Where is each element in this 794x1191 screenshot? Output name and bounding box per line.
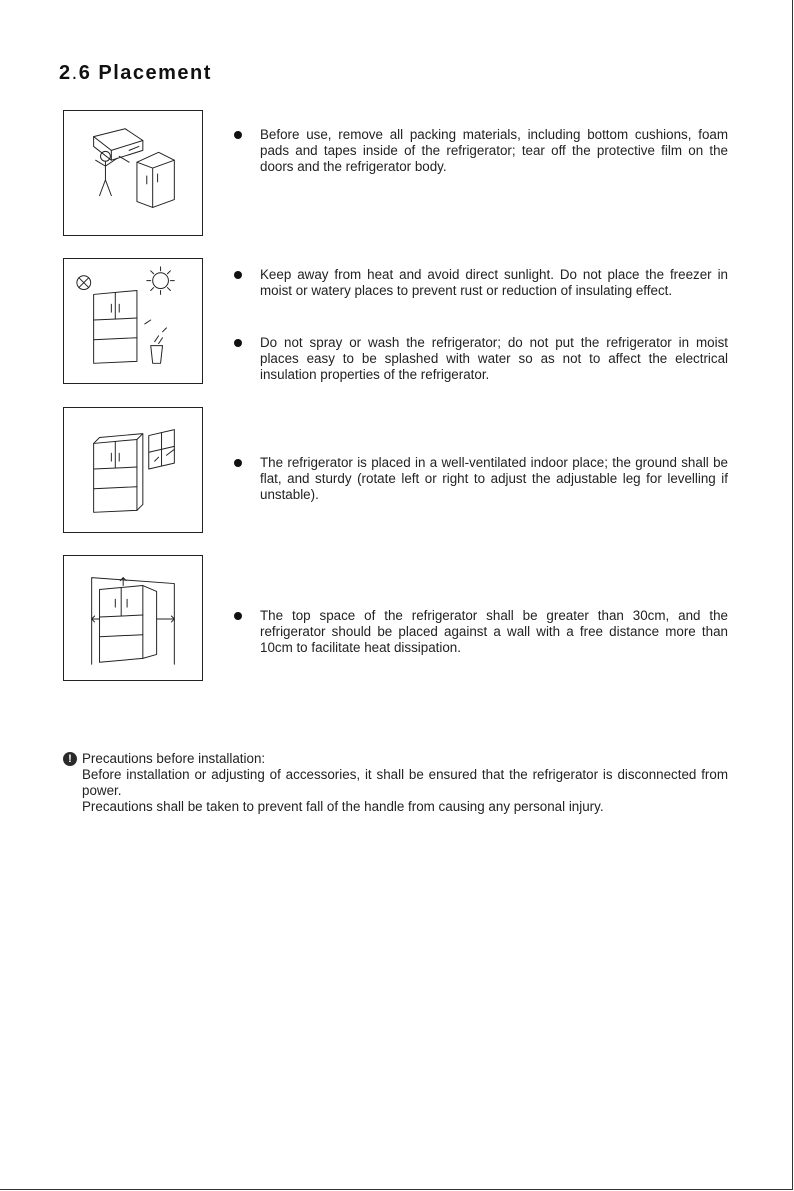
- item-text: The refrigerator is placed in a well-ventilated indoor place; the ground shall be flat, and sturdy (rotate left or right to adjust the adjustable leg for levelling if unstable).: [260, 455, 728, 502]
- list-item: [234, 608, 728, 656]
- item-text: Before use, remove all packing materials, including bottom cushions, foam pads and tapes inside of the refrigerator; tear off the protective film on the doors and the refrigerator body.: [260, 127, 728, 174]
- unpacking-illustration: [63, 110, 203, 236]
- precautions-line: Before installation or adjusting of accessories, it shall be ensured that the refrigerator is disconnected from power.: [82, 767, 728, 798]
- section-subnumber: 6: [78, 62, 92, 84]
- bullet-icon: [234, 459, 242, 467]
- clearance-illustration: [63, 555, 203, 681]
- section-separator: .: [71, 62, 79, 84]
- unpacking-drawing: [64, 111, 202, 235]
- section-title: [59, 62, 212, 85]
- clearance-drawing: [64, 556, 202, 680]
- heat-moisture-drawing: [64, 259, 202, 383]
- exclamation-icon: !: [63, 752, 77, 766]
- bullet-icon: [234, 271, 242, 279]
- list-item: [234, 267, 728, 299]
- precautions-block: [63, 751, 728, 815]
- item-text: Do not spray or wash the refrigerator; do not put the refrigerator in moist places easy to be splashed with water so as not to affect the electrical insulation properties of the refrigerator.: [260, 335, 728, 382]
- section-number: 2: [59, 62, 72, 84]
- precautions-line: Precautions shall be taken to prevent fall of the handle from causing any personal injury.: [82, 799, 604, 814]
- bullet-icon: [234, 339, 242, 347]
- list-item: [234, 127, 728, 175]
- ventilation-illustration: [63, 407, 203, 533]
- heat-moisture-illustration: [63, 258, 203, 384]
- bullet-icon: [234, 131, 242, 139]
- list-item: [234, 455, 728, 503]
- item-text: The top space of the refrigerator shall be greater than 30cm, and the refrigerator should be placed against a wall with a free distance more than 10cm to facilitate heat dissipation.: [260, 608, 728, 655]
- precautions-title: Precautions before installation:: [82, 751, 266, 766]
- section-heading: Placement: [98, 62, 212, 84]
- item-text: Keep away from heat and avoid direct sunlight. Do not place the freezer in moist or watery places to prevent rust or reduction of insulating effect.: [260, 267, 728, 298]
- list-item: [234, 335, 728, 383]
- bullet-icon: [234, 612, 242, 620]
- ventilation-drawing: [64, 408, 202, 532]
